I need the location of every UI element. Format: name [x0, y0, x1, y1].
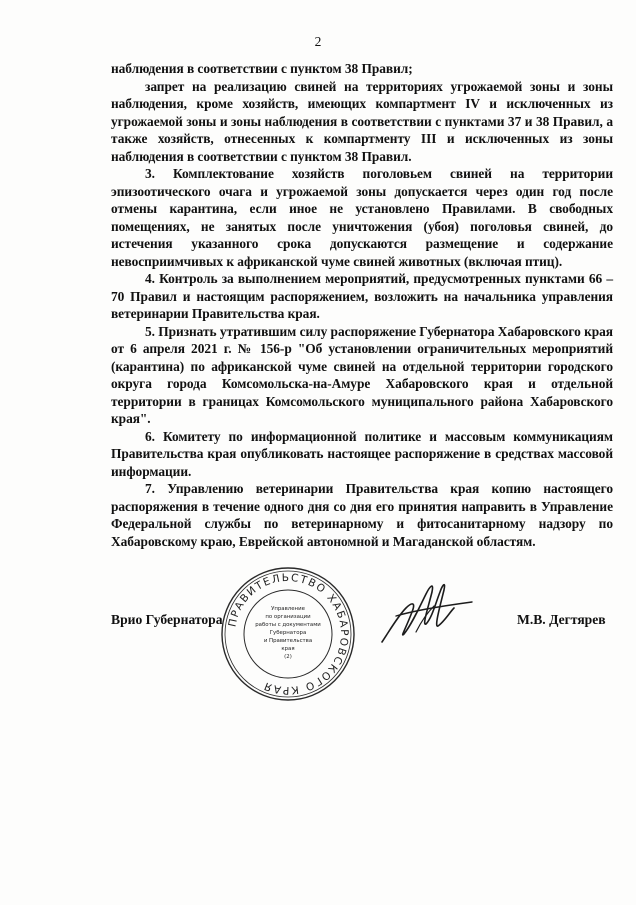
paragraph-item-3: 3. Комплектование хозяйств поголовьем свиней на территории эпизоотического очага и угрожаемой зоны допускается через один год после отмены карантина, если иное не установлено Правилами. В свободных помещениях, не занятых после уничтожения (убоя) поголовья свиней, до истечения указанного срока допускаются размещение и содержание невосприимчивых к африканской чуме свиней животных (включая птиц).: [111, 166, 613, 269]
stamp-line: и Правительства: [263, 638, 313, 644]
document-body: [111, 60, 613, 550]
stamp-ring-text: ПРАВИТЕЛЬСТВО ХАБАРОВСКОГО КРАЯ: [226, 571, 351, 697]
stamp-line: Губернатора: [269, 630, 307, 636]
handwritten-signature: [376, 572, 476, 652]
stamp-line: работы с документами: [255, 622, 321, 628]
signatory-position: Врио Губернатора: [111, 612, 223, 627]
paragraph-item-4: 4. Контроль за выполнением мероприятий, предусмотренных пунктами 66 – 70 Правил и настоящим распоряжением, возложить на начальника управления ветеринарии Правительства края.: [111, 271, 613, 321]
paragraph-item-5: 5. Признать утратившим силу распоряжение Губернатора Хабаровского края от 6 апреля 2021 г. № 156-р "Об установлении ограничительных мероприятий (карантина) по африканской чуме свиней на отдельной территории городского округа города Комсомольска-на-Амуре Хабаровского края и отдельной территории в границах Комсомольского муниципального района Хабаровского края".: [111, 323, 613, 426]
paragraph-continuation: наблюдения в соответствии с пунктом 38 Правил;: [111, 61, 413, 76]
paragraph-sale-ban: запрет на реализацию свиней на территориях угрожаемой зоны и зоны наблюдения, кроме хозяйств, имеющих компартмент IV и исключенных из угрожаемой зоны и зоны наблюдения в соответствии с пунктами 37 и 38 Правил, а также хозяйств, отнесенных к компартменту III и исключенных из зоны наблюдения в соответствии с пунктом 38 Правил.: [111, 78, 613, 164]
page-number: 2: [314, 34, 322, 49]
stamp-line: края: [281, 646, 295, 652]
paragraph-item-6: 6. Комитету по информационной политике и массовым коммуникациям Правительства края опубликовать настоящее распоряжение в средствах массовой информации.: [111, 428, 613, 479]
paragraph-item-7: 7. Управлению ветеринарии Правительства края копию настоящего распоряжения в течение одного дня со дня его принятия направить в Управление Федеральной службы по ветеринарному и фитосанитарному надзору по Хабаровскому краю, Еврейской автономной и Магаданской областям.: [111, 481, 613, 549]
signatory-name: М.В. Дегтярев: [517, 612, 606, 627]
stamp-line: по организации: [265, 614, 311, 620]
official-stamp: [218, 564, 358, 704]
stamp-line: (2): [284, 654, 292, 660]
stamp-line: Управление: [271, 606, 305, 612]
